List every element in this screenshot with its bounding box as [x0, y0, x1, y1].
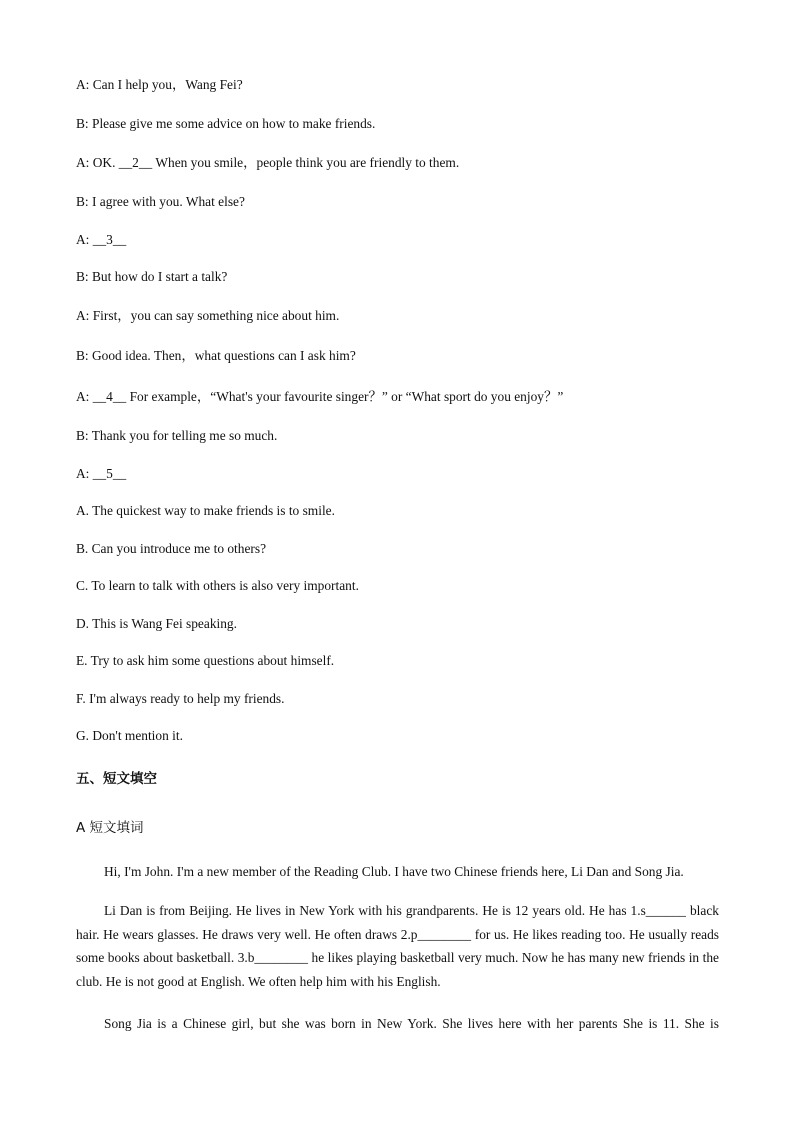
dialogue-line-1: A: Can I help you，Wang Fei? — [76, 77, 243, 92]
dialogue-line-4: B: I agree with you. What else? — [76, 194, 245, 209]
passage-paragraph-1: Hi, I'm John. I'm a new member of the Reading Club. I have two Chinese friends here, Li Dan and Song Jia. — [104, 864, 684, 879]
dialogue-line-6: B: But how do I start a talk? — [76, 269, 228, 284]
section-subheading: A 短文填词 — [76, 820, 144, 836]
passage-paragraph-3: Song Jia is a Chinese girl, but she was born in New York. She lives here with her parents She is 11. She is — [104, 1016, 719, 1031]
option-g: G. Don't mention it. — [76, 728, 183, 743]
dialogue-line-7: A: First，you can say something nice about him. — [76, 308, 340, 323]
option-b: B. Can you introduce me to others? — [76, 541, 267, 556]
dialogue-line-8: B: Good idea. Then，what questions can I ask him? — [76, 348, 356, 363]
option-e: E. Try to ask him some questions about himself. — [76, 653, 335, 668]
dialogue-line-5: A: __3__ — [76, 232, 127, 247]
option-f: F. I'm always ready to help my friends. — [76, 691, 285, 706]
passage-paragraph-2: Li Dan is from Beijing. He lives in New York with his grandparents. He is 12 years old. He has 1.s______ black hair. He wears glasses. He draws very well. He often draws 2.p________ for us. He likes reading too. He usually reads some books about basketball. 3.b________ he likes playing basketball very much. Now he has many new friends in the club. He is not good at English. We often help him with his English. — [76, 903, 719, 989]
section-heading: 五、短文填空 — [76, 771, 157, 787]
option-d: D. This is Wang Fei speaking. — [76, 616, 237, 631]
dialogue-line-10: B: Thank you for telling me so much. — [76, 428, 278, 443]
dialogue-line-3: A: OK. __2__ When you smile，people think you are friendly to them. — [76, 155, 460, 170]
dialogue-line-2: B: Please give me some advice on how to make friends. — [76, 116, 376, 131]
option-c: C. To learn to talk with others is also very important. — [76, 578, 359, 593]
dialogue-line-11: A: __5__ — [76, 466, 127, 481]
option-a: A. The quickest way to make friends is to smile. — [76, 503, 335, 518]
dialogue-line-9: A: __4__ For example，“What's your favourite singer？” or “What sport do you enjoy？” — [76, 389, 564, 404]
